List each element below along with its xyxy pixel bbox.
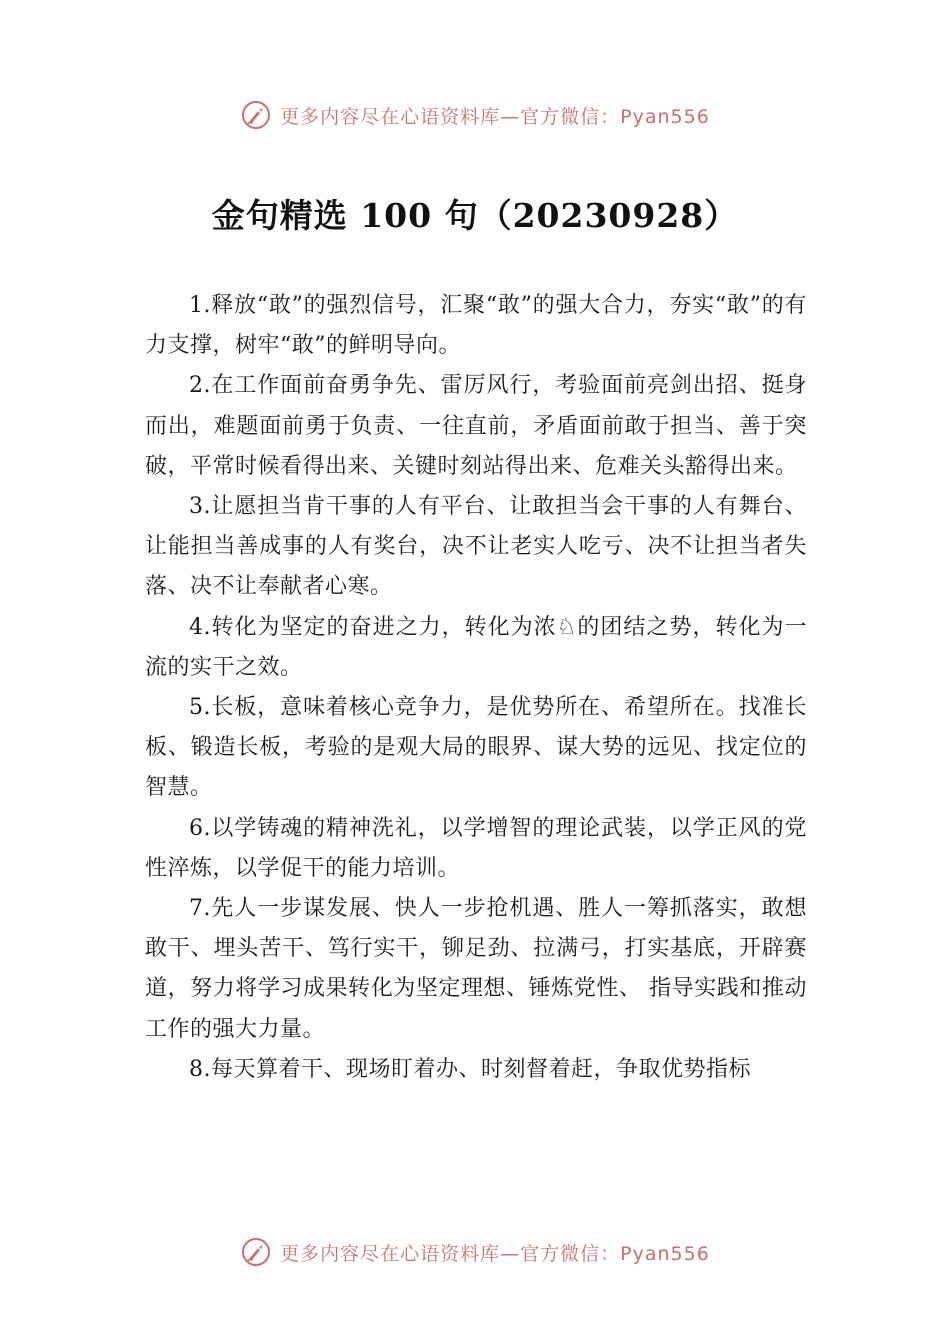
pen-nib-logo-icon bbox=[240, 1236, 272, 1268]
header-watermark bbox=[0, 95, 950, 135]
document-body bbox=[145, 286, 807, 1090]
paragraph-1: 1.释放“敢”的强烈信号，汇聚“敢”的强大合力，夯实“敢”的有力支撑，树牢“敢”的鲜明导向。 bbox=[145, 293, 807, 359]
paragraph-5: 5.长板，意味着核心竞争力，是优势所在、希望所在。找准长板、锻造长板，考验的是观大局的眼界、谋大势的远见、找定位的智慧。 bbox=[145, 695, 807, 801]
watermark-text: 更多内容尽在心语资料库—官方微信：Pyan556 bbox=[280, 105, 710, 128]
pen-nib-logo-icon bbox=[240, 99, 272, 131]
paragraph-3: 3.让愿担当肯干事的人有平台、让敢担当会干事的人有舞台、让能担当善成事的人有奖台，决不让老实人吃亏、决不让担当者失落、决不让奉献者心寒。 bbox=[145, 494, 807, 600]
paragraph-6: 6.以学铸魂的精神洗礼，以学增智的理论武装，以学正风的党性淬炼，以学促干的能力培训。 bbox=[145, 815, 807, 881]
paragraph-4: 4.转化为坚定的奋进之力，转化为浓♘的团结之势，转化为一流的实干之效。 bbox=[145, 614, 807, 680]
paragraph-2: 2.在工作面前奋勇争先、雷厉风行，考验面前亮剑出招、挺身而出，难题面前勇于负责、一往直前，矛盾面前敢于担当、善于突破，平常时候看得出来、关键时刻站得出来、危难关头豁得出来。 bbox=[145, 373, 807, 479]
paragraph-7: 7.先人一步谋发展、快人一步抢机遇、胜人一筹抓落实，敢想敢干、埋头苦干、笃行实干，铆足劲、拉满弓，打实基底，开辟赛道，努力将学习成果转化为坚定理想、锤炼党性、 指导实践和推动工作的强大力量。 bbox=[145, 896, 807, 1042]
document-title: 金句精选 100 句（20230928） bbox=[211, 196, 739, 235]
watermark-text: 更多内容尽在心语资料库—官方微信：Pyan556 bbox=[280, 1242, 710, 1265]
paragraph-8: 8.每天算着干、现场盯着办、时刻督着赶，争取优势指标 bbox=[189, 1056, 751, 1082]
footer-watermark bbox=[0, 1232, 950, 1272]
